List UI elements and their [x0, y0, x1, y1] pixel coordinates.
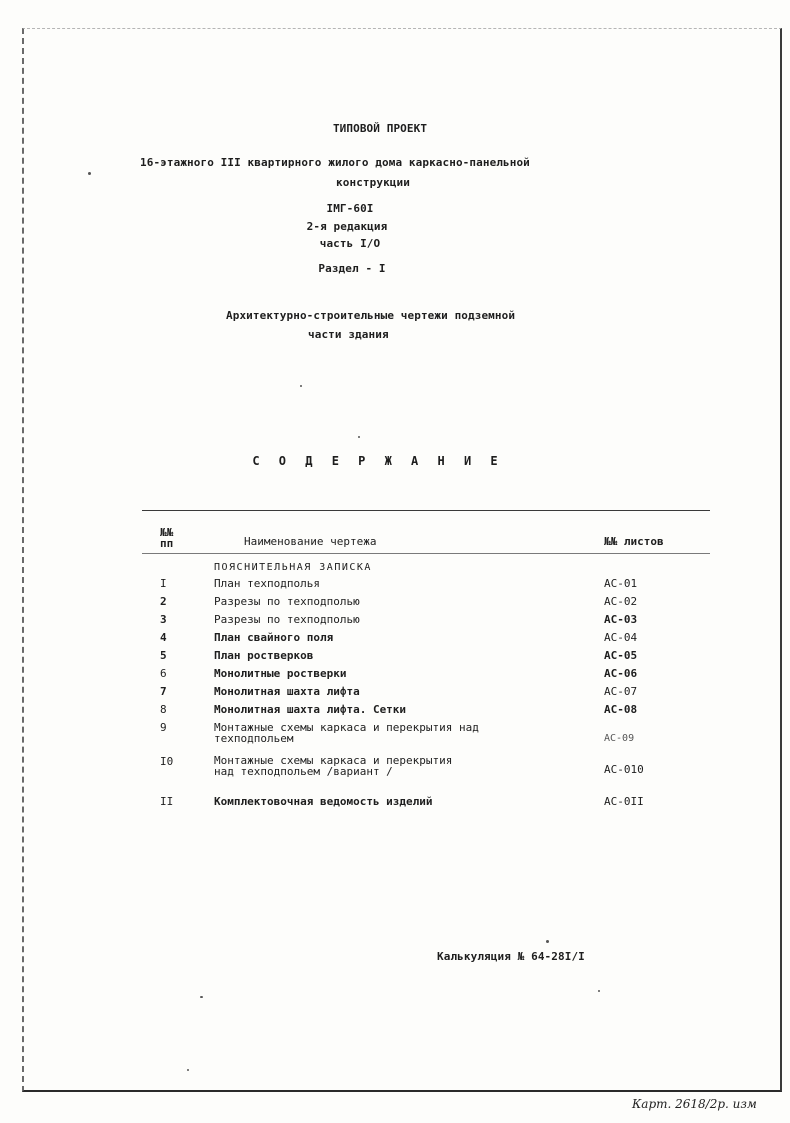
row-code: АС-08 — [604, 703, 638, 716]
row-code: АС-07 — [604, 685, 638, 698]
row-name: Монтажные схемы каркаса и перекрытия над техподпольем — [214, 721, 479, 745]
subject-line1: Архитектурно-строительные чертежи подземной — [226, 309, 516, 322]
table-top-rule — [142, 510, 710, 511]
row-num: 8 — [160, 703, 167, 716]
col-header-sheets: №№ листов — [604, 535, 664, 548]
row-code: АС-0II — [604, 795, 644, 808]
row-code: АС-05 — [604, 649, 638, 662]
row-code: АС-03 — [604, 613, 638, 626]
row-num: 2 — [160, 595, 167, 608]
row-name: Комплектовочная ведомость изделий — [214, 795, 433, 808]
row-name: План ростверков — [214, 649, 314, 662]
col-header-name: Наименование чертежа — [244, 535, 377, 548]
row-num: I — [160, 577, 167, 590]
row-num: 5 — [160, 649, 167, 662]
note-row: ПОЯСНИТЕЛЬНАЯ ЗАПИСКА — [214, 562, 372, 573]
row-code: АС-010 — [604, 763, 644, 776]
handwritten-archive-note: Карт. 2618/2р. изм — [632, 1097, 757, 1111]
row-name: Монтажные схемы каркаса и перекрытия над техподпольем /вариант / — [214, 754, 453, 778]
scan-speck — [300, 385, 302, 387]
subject-line2: части здания — [308, 328, 389, 341]
section: Раздел - I — [318, 262, 386, 275]
project-type: ТИПОВОЙ ПРОЕКТ — [332, 122, 428, 135]
row-name: Разрезы по техподполью — [214, 595, 360, 608]
project-code: IМГ-60I — [326, 202, 374, 215]
row-num: 7 — [160, 685, 167, 698]
row-code: АС-04 — [604, 631, 638, 644]
row-name: Монолитная шахта лифта — [214, 685, 360, 698]
row-num: 9 — [160, 721, 167, 734]
scan-speck — [598, 990, 600, 992]
row-name: Монолитные ростверки — [214, 667, 347, 680]
calculation-number: Калькуляция № 64-28I/I — [437, 950, 585, 963]
scan-speck — [88, 172, 91, 175]
part: часть I/О — [319, 237, 381, 250]
project-description: 16-этажного III квартирного жилого дома каркасно-панельной — [140, 156, 530, 169]
row-num: 3 — [160, 613, 167, 626]
row-code: АС-06 — [604, 667, 638, 680]
scan-speck — [546, 940, 549, 943]
row-name: План техподполья — [214, 577, 320, 590]
row-code: АС-01 — [604, 577, 638, 590]
edition: 2-я редакция — [306, 220, 388, 233]
row-num: 6 — [160, 667, 167, 680]
scan-speck — [200, 996, 203, 998]
row-code: АС-09 — [604, 733, 635, 744]
scan-speck — [187, 1069, 189, 1071]
row-num: 4 — [160, 631, 167, 644]
row-code: АС-02 — [604, 595, 638, 608]
table-header-rule — [142, 553, 710, 554]
col-header-num: №№ пп — [160, 526, 174, 550]
row-num: I0 — [160, 755, 174, 768]
row-name: Монолитная шахта лифта. Сетки — [214, 703, 407, 716]
row-name: План свайного поля — [214, 631, 334, 644]
row-name: Разрезы по техподполью — [214, 613, 360, 626]
scan-speck — [358, 436, 360, 438]
project-description-cont: конструкции — [336, 176, 410, 189]
contents-title: С О Д Е Р Ж А Н И Е — [252, 454, 504, 468]
row-num: II — [160, 795, 174, 808]
